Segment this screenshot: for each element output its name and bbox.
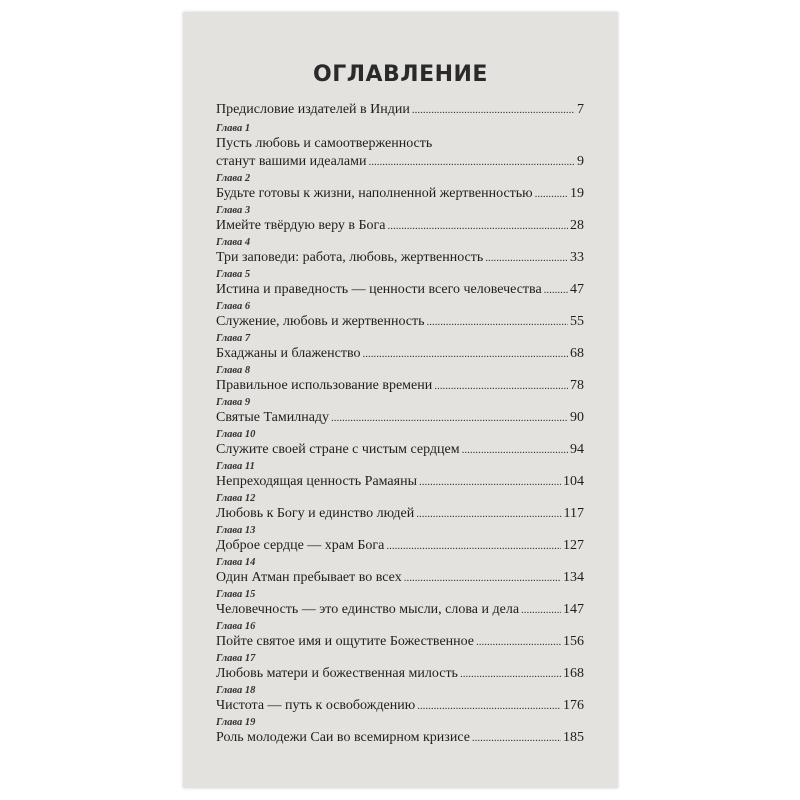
toc-entry bbox=[216, 429, 584, 461]
toc-entry-title: Предисловие издателей в Индии bbox=[216, 102, 410, 117]
table-of-contents bbox=[216, 101, 584, 749]
toc-entry-page: 68 bbox=[570, 346, 584, 361]
chapter-label: Глава 14 bbox=[216, 557, 256, 568]
chapter-label: Глава 1 bbox=[216, 123, 251, 134]
dot-leader bbox=[535, 185, 568, 203]
toc-entry bbox=[216, 717, 584, 749]
toc-entry-page: 9 bbox=[577, 154, 584, 169]
toc-entry-page: 176 bbox=[563, 698, 584, 713]
toc-entry-title: Роль молодежи Саи во всемирном кризисе bbox=[216, 730, 470, 745]
toc-entry bbox=[216, 653, 584, 685]
toc-entry-preface bbox=[216, 101, 584, 119]
toc-entry-page: 47 bbox=[570, 282, 584, 297]
toc-entry-title: Правильное использование времени bbox=[216, 378, 433, 393]
chapter-list bbox=[216, 123, 584, 749]
toc-entry bbox=[216, 525, 584, 557]
toc-entry bbox=[216, 685, 584, 717]
toc-entry-title: Непреходящая ценность Рамаяны bbox=[216, 474, 417, 489]
toc-entry bbox=[216, 557, 584, 589]
toc-entry-page: 156 bbox=[563, 634, 584, 649]
dot-leader bbox=[362, 345, 568, 363]
toc-entry-title: Доброе сердце — храм Бога bbox=[216, 538, 385, 553]
dot-leader bbox=[404, 569, 561, 587]
chapter-label: Глава 5 bbox=[216, 269, 251, 280]
dot-leader bbox=[472, 729, 561, 747]
toc-entry bbox=[216, 621, 584, 653]
toc-entry bbox=[216, 237, 584, 269]
toc-entry-title: Чистота — путь к освобождению bbox=[216, 698, 416, 713]
toc-entry-title: Три заповеди: работа, любовь, жертвенность bbox=[216, 250, 484, 265]
book-page bbox=[183, 12, 618, 788]
dot-leader bbox=[462, 441, 568, 459]
chapter-label: Глава 15 bbox=[216, 589, 256, 600]
chapter-label: Глава 17 bbox=[216, 653, 256, 664]
toc-entry bbox=[216, 397, 584, 429]
toc-entry-page: 19 bbox=[570, 186, 584, 201]
toc-entry-page: 28 bbox=[570, 218, 584, 233]
dot-leader bbox=[427, 313, 568, 331]
toc-entry bbox=[216, 333, 584, 365]
chapter-label: Глава 2 bbox=[216, 173, 251, 184]
toc-entry-page: 168 bbox=[563, 666, 584, 681]
page-title: ОГЛАВЛЕНИЕ bbox=[313, 62, 488, 87]
chapter-label: Глава 8 bbox=[216, 365, 251, 376]
chapter-label: Глава 3 bbox=[216, 205, 251, 216]
toc-entry-title: Любовь матери и божественная милость bbox=[216, 666, 458, 681]
toc-entry-title: Любовь к Богу и единство людей bbox=[216, 506, 415, 521]
toc-entry bbox=[216, 461, 584, 493]
dot-leader bbox=[476, 633, 561, 651]
toc-entry-title: Пусть любовь и самоотверженность bbox=[216, 136, 433, 151]
toc-entry-title: Служение, любовь и жертвенность bbox=[216, 314, 425, 329]
dot-leader bbox=[386, 537, 561, 555]
chapter-label: Глава 7 bbox=[216, 333, 251, 344]
toc-entry-page: 7 bbox=[577, 102, 584, 117]
toc-entry bbox=[216, 173, 584, 205]
dot-leader bbox=[460, 665, 561, 683]
toc-entry bbox=[216, 269, 584, 301]
toc-entry-page: 94 bbox=[570, 442, 584, 457]
chapter-label: Глава 13 bbox=[216, 525, 256, 536]
chapter-label: Глава 12 bbox=[216, 493, 256, 504]
toc-entry-title: Будьте готовы к жизни, наполненной жертвенностью bbox=[216, 186, 533, 201]
toc-entry-title: Человечность — это единство мысли, слова и дела bbox=[216, 602, 520, 617]
chapter-label: Глава 19 bbox=[216, 717, 256, 728]
toc-entry bbox=[216, 493, 584, 525]
toc-entry-page: 55 bbox=[570, 314, 584, 329]
dot-leader bbox=[419, 473, 561, 491]
toc-entry-page: 90 bbox=[570, 410, 584, 425]
toc-entry bbox=[216, 365, 584, 397]
toc-entry-title: Один Атман пребывает во всех bbox=[216, 570, 402, 585]
toc-entry-page: 104 bbox=[563, 474, 584, 489]
dot-leader bbox=[417, 697, 561, 715]
toc-entry bbox=[216, 589, 584, 621]
dot-leader bbox=[434, 377, 568, 395]
chapter-label: Глава 16 bbox=[216, 621, 256, 632]
chapter-label: Глава 9 bbox=[216, 397, 251, 408]
dot-leader bbox=[521, 601, 561, 619]
toc-entry-page: 117 bbox=[563, 506, 584, 521]
toc-entry-title: Служите своей стране с чистым сердцем bbox=[216, 442, 460, 457]
dot-leader bbox=[388, 217, 568, 235]
chapter-label: Глава 18 bbox=[216, 685, 256, 696]
chapter-label: Глава 4 bbox=[216, 237, 251, 248]
toc-entry-title: Святые Тамилнаду bbox=[216, 410, 330, 425]
toc-entry-title: станут вашими идеалами bbox=[216, 154, 367, 169]
toc-entry bbox=[216, 205, 584, 237]
dot-leader bbox=[485, 249, 568, 267]
toc-entry-title: Имейте твёрдую веру в Бога bbox=[216, 218, 386, 233]
dot-leader bbox=[416, 505, 561, 523]
toc-entry-page: 134 bbox=[563, 570, 584, 585]
chapter-label: Глава 10 bbox=[216, 429, 256, 440]
toc-entry-title: Пойте святое имя и ощутите Божественное bbox=[216, 634, 475, 649]
toc-entry-page: 185 bbox=[563, 730, 584, 745]
dot-leader bbox=[368, 153, 575, 171]
toc-entry-page: 127 bbox=[563, 538, 584, 553]
chapter-label: Глава 6 bbox=[216, 301, 251, 312]
chapter-label: Глава 11 bbox=[216, 461, 255, 472]
toc-entry-page: 33 bbox=[570, 250, 584, 265]
toc-entry bbox=[216, 301, 584, 333]
toc-entry-title: Истина и праведность — ценности всего человечества bbox=[216, 282, 542, 297]
toc-entry bbox=[216, 123, 584, 173]
toc-entry-page: 78 bbox=[570, 378, 584, 393]
toc-entry-page: 147 bbox=[563, 602, 584, 617]
dot-leader bbox=[412, 101, 575, 119]
dot-leader bbox=[544, 281, 568, 299]
toc-entry-title: Бхаджаны и блаженство bbox=[216, 346, 361, 361]
dot-leader bbox=[331, 409, 568, 427]
